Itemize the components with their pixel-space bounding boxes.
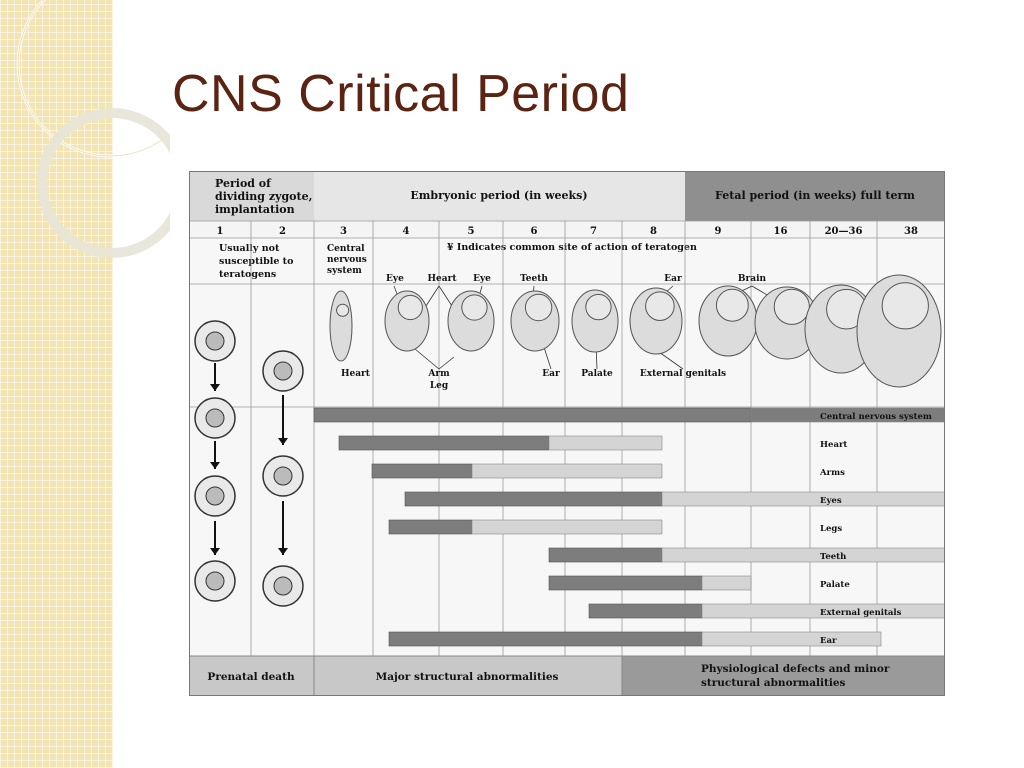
embryo-head [398, 295, 422, 319]
label-heart-week3: Heart [341, 369, 370, 379]
bar-major-1 [339, 436, 549, 450]
week-label-12: 38 [904, 226, 918, 237]
embryo-illustration-6 [630, 288, 682, 354]
bar-minor-1 [549, 436, 662, 450]
teratogen-site-legend: ¥ Indicates common site of action of teratogen [447, 242, 697, 253]
bar-minor-3 [662, 492, 945, 506]
label-external-genitals: External genitals [639, 369, 727, 379]
footer-minor-cell [622, 656, 945, 696]
embryo-head [525, 294, 551, 320]
week-label-5: 5 [467, 226, 475, 237]
zygote-stage-core-1 [206, 332, 224, 350]
bar-major-6 [549, 576, 702, 590]
zygote-stage-core-2 [206, 409, 224, 427]
label-teeth: Teeth [520, 274, 548, 284]
not-susceptible-note-line-2: susceptible to [219, 256, 294, 267]
embryo-head [716, 289, 748, 321]
bar-label-6: Teeth [820, 552, 847, 562]
week-label-8: 8 [650, 226, 657, 237]
bar-minor-5 [662, 548, 945, 562]
zygote-stage-core-4 [206, 572, 224, 590]
bar-major-7 [589, 604, 702, 618]
label-ear: Ear [664, 274, 682, 284]
label-eye: Eye [386, 274, 404, 284]
embryo-head [646, 292, 675, 321]
embryo-illustration-4 [511, 291, 559, 351]
zygote-stage-core-7 [274, 577, 292, 595]
bar-label-8: External genitals [820, 608, 902, 618]
label-heart: Heart [427, 274, 457, 284]
bar-label-4: Eyes [820, 496, 842, 506]
header-zygote-label-line-2: dividing zygote, [215, 190, 313, 203]
not-susceptible-note-line-3: teratogens [219, 269, 277, 280]
not-susceptible-note-line-1: Usually not [219, 243, 280, 254]
week-label-2: 2 [279, 226, 286, 237]
embryo-illustration-5 [572, 290, 618, 352]
embryo-head [586, 294, 611, 319]
embryo-illustration-2 [385, 291, 429, 351]
bar-major-2 [372, 464, 472, 478]
bar-major-8 [389, 632, 702, 646]
embryo-head [462, 295, 487, 320]
bar-major-0 [314, 408, 751, 422]
footer-minor-abnormalities-line-2: structural abnormalities [701, 677, 846, 689]
week-label-7: 7 [590, 226, 597, 237]
bar-label-1: Central nervous system [820, 412, 932, 422]
footer-minor-abnormalities-line-1: Physiological defects and minor [701, 663, 890, 675]
week-label-9: 9 [714, 226, 722, 237]
week-label-6: 6 [530, 226, 538, 237]
label-leg: Leg [429, 381, 449, 391]
week-label-3: 3 [340, 226, 347, 237]
embryo-head [882, 283, 928, 329]
label-central-nervous-system-line-3: system [327, 266, 362, 276]
slide-title: CNS Critical Period [172, 65, 630, 123]
bar-label-2: Heart [820, 440, 848, 450]
bar-minor-6 [702, 576, 751, 590]
bar-label-3: Arms [820, 468, 845, 478]
header-zygote-label-line-1: Period of [215, 177, 271, 190]
zygote-stage-core-3 [206, 487, 224, 505]
bar-label-7: Palate [820, 580, 850, 590]
bar-major-4 [389, 520, 472, 534]
week-label-4: 4 [402, 226, 410, 237]
embryo-body [330, 291, 352, 361]
bar-minor-8 [702, 632, 881, 646]
footer-major-abnormalities: Major structural abnormalities [375, 671, 559, 683]
embryo-illustration-10 [857, 275, 941, 387]
decorative-circles [0, 0, 170, 260]
label-brain: Brain [737, 274, 767, 284]
bar-major-3 [405, 492, 662, 506]
label-eye-2: Eye [473, 274, 491, 284]
label-ear-2: Ear [542, 369, 560, 379]
embryo-head [774, 289, 809, 324]
week-label-1: 1 [216, 226, 224, 237]
embryo-illustration-7 [699, 286, 757, 356]
embryo-illustration-1 [330, 291, 352, 361]
bar-minor-2 [472, 464, 662, 478]
header-embryonic-label: Embryonic period (in weeks) [410, 189, 588, 202]
zygote-stage-core-5 [274, 362, 292, 380]
label-palate: Palate [581, 369, 613, 379]
zygote-stage-core-6 [274, 467, 292, 485]
bar-minor-4 [472, 520, 662, 534]
bar-label-9: Ear [820, 636, 837, 646]
label-arm: Arm [428, 369, 450, 379]
label-central-nervous-system-line-1: Central [327, 244, 365, 254]
embryo-head [337, 304, 349, 316]
embryo-illustration-3 [448, 291, 494, 351]
bar-major-5 [549, 548, 662, 562]
teratogen-critical-period-chart [189, 171, 945, 696]
label-central-nervous-system-line-2: nervous [327, 255, 367, 265]
header-zygote-label-line-3: implantation [215, 203, 295, 216]
week-label-10: 16 [773, 226, 788, 237]
footer-prenatal-death: Prenatal death [207, 671, 295, 683]
header-fetal-label: Fetal period (in weeks) full term [715, 189, 915, 202]
bar-label-5: Legs [820, 524, 843, 534]
week-label-11: 20—36 [824, 226, 863, 237]
